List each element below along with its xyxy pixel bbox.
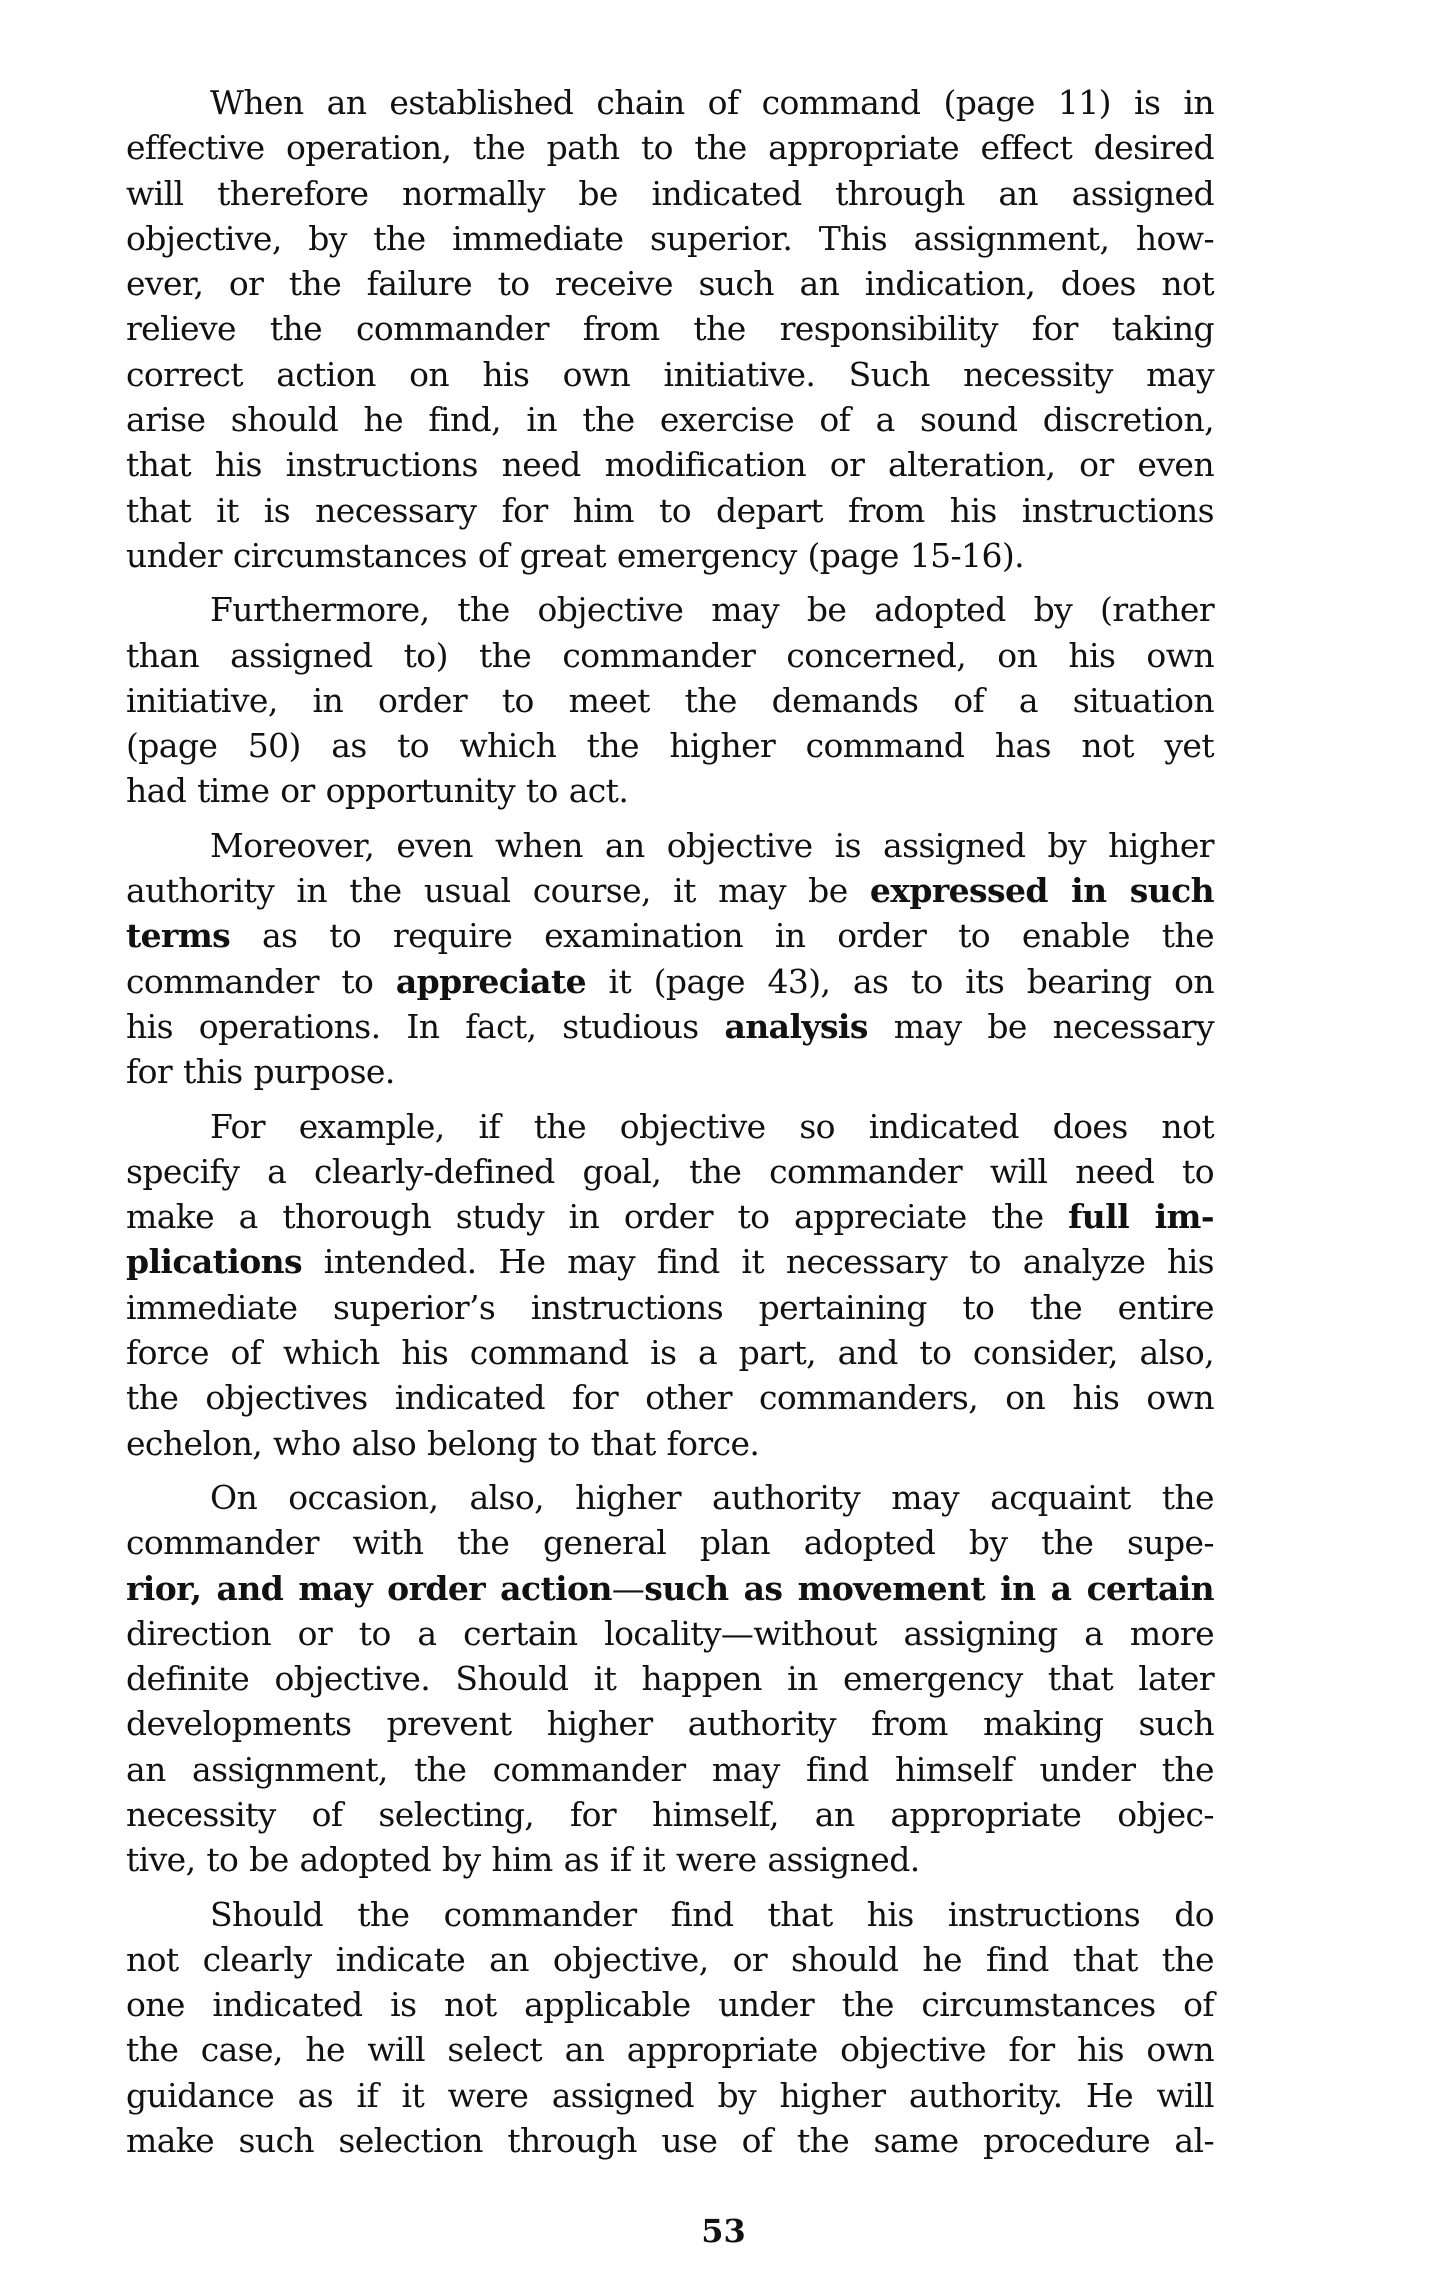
paragraph — [126, 1104, 1214, 1466]
text-line — [126, 1194, 1214, 1239]
text-line — [126, 1747, 1214, 1792]
bold-text: appreciate — [395, 961, 587, 1001]
text-run: commander to — [126, 961, 396, 1001]
text-line — [126, 1004, 1214, 1049]
text-run: make a thorough study in order to appreciate the — [126, 1197, 1069, 1237]
text-line — [126, 1520, 1214, 1565]
paragraph — [126, 587, 1214, 813]
text-run: relieve the commander from the responsibility for taking — [126, 309, 1214, 349]
text-line — [126, 352, 1214, 397]
text-line — [126, 216, 1214, 261]
text-run: tive, to be adopted by him as if it were assigned. — [126, 1840, 920, 1880]
text-line — [126, 2118, 1214, 2163]
text-line — [126, 488, 1214, 533]
text-line — [126, 1330, 1214, 1375]
paragraph — [126, 823, 1214, 1095]
text-run: for this purpose. — [126, 1052, 395, 1092]
text-run: initiative, in order to meet the demands of a situation — [126, 680, 1214, 720]
bold-text: analysis — [724, 1006, 868, 1046]
text-line — [126, 1982, 1214, 2027]
text-run: that his instructions need modification or alteration, or even — [126, 445, 1214, 485]
text-run: one indicated is not applicable under the circumstances of — [126, 1985, 1214, 2025]
text-line — [126, 125, 1214, 170]
text-run: will therefore normally be indicated through an assigned — [126, 173, 1214, 213]
text-run: may be necessary — [867, 1006, 1215, 1046]
text-run: When an established chain of command (page 11) is in — [210, 83, 1214, 122]
text-run: effective operation, the path to the appropriate effect desired — [126, 128, 1214, 168]
text-line — [126, 1149, 1214, 1194]
text-line — [126, 1937, 1214, 1982]
text-run: definite objective. Should it happen in emergency that later — [126, 1659, 1214, 1699]
text-line — [126, 823, 1214, 868]
text-run: ever, or the failure to receive such an indication, does not — [126, 264, 1214, 304]
text-line — [126, 171, 1214, 216]
text-line — [126, 723, 1214, 768]
text-run: Moreover, even when an objective is assigned by higher — [210, 825, 1214, 865]
text-run: arise should he find, in the exercise of a sound discretion, — [126, 400, 1214, 440]
page-number: 53 — [701, 2212, 746, 2250]
document-body — [126, 80, 1214, 2163]
text-run: the case, he will select an appropriate objective for his own — [126, 2030, 1214, 2070]
text-line — [126, 80, 1214, 125]
text-run: the objectives indicated for other commanders, on his own — [126, 1378, 1214, 1418]
text-run: specify a clearly-defined goal, the commander will need to — [126, 1151, 1214, 1191]
text-line — [126, 1611, 1214, 1656]
text-line — [126, 1239, 1214, 1284]
text-line — [126, 1566, 1214, 1611]
paragraph — [126, 1475, 1214, 1883]
text-run: (page 50) as to which the higher command has not yet — [126, 726, 1214, 766]
text-run: force of which his command is a part, and to consider, also, — [126, 1333, 1214, 1373]
text-run: it (page 43), as to its bearing on — [586, 961, 1215, 1001]
text-run: direction or to a certain locality—without assigning a more — [126, 1613, 1214, 1653]
text-line — [126, 913, 1214, 958]
text-run: that it is necessary for him to depart from his instructions — [126, 490, 1214, 530]
text-line — [126, 587, 1214, 632]
text-line — [126, 1285, 1214, 1330]
text-line — [126, 1421, 1214, 1466]
text-line — [126, 1375, 1214, 1420]
text-run: as to require examination in order to enable the — [230, 916, 1214, 956]
text-line — [126, 1792, 1214, 1837]
text-line — [126, 868, 1214, 913]
bold-text: plications — [126, 1242, 302, 1282]
text-line — [126, 1475, 1214, 1520]
bold-text: terms — [126, 916, 231, 956]
text-run: commander with the general plan adopted by the supe- — [126, 1523, 1214, 1563]
text-run: echelon, who also belong to that force. — [126, 1423, 760, 1463]
paragraph — [126, 80, 1214, 578]
text-line — [126, 1049, 1214, 1094]
text-run: guidance as if it were assigned by higher authority. He will — [126, 2075, 1214, 2115]
text-line — [126, 1892, 1214, 1937]
text-line — [126, 533, 1214, 578]
text-line — [126, 306, 1214, 351]
text-run: authority in the usual course, it may be — [126, 871, 870, 911]
text-line — [126, 633, 1214, 678]
text-run: an assignment, the commander may find himself under the — [126, 1749, 1214, 1789]
text-line — [126, 1104, 1214, 1149]
text-line — [126, 959, 1214, 1004]
text-line — [126, 1701, 1214, 1746]
text-line — [126, 1656, 1214, 1701]
text-line — [126, 1837, 1214, 1882]
text-run: make such selection through use of the same procedure al- — [126, 2121, 1214, 2161]
text-line — [126, 442, 1214, 487]
bold-text: full im- — [1068, 1197, 1214, 1237]
text-run: intended. He may find it necessary to analyze his — [301, 1242, 1214, 1282]
bold-text: rior, and may order action — [126, 1568, 612, 1608]
text-line — [126, 2073, 1214, 2118]
text-run: not clearly indicate an objective, or should he find that the — [126, 1939, 1214, 1979]
text-line — [126, 261, 1214, 306]
text-run: immediate superior’s instructions pertaining to the entire — [126, 1287, 1214, 1327]
text-run: objective, by the immediate superior. This assignment, how- — [126, 218, 1214, 258]
text-run: For example, if the objective so indicated does not — [210, 1106, 1214, 1146]
text-run: had time or opportunity to act. — [126, 771, 629, 811]
text-run: necessity of selecting, for himself, an appropriate objec- — [126, 1794, 1214, 1834]
text-line — [126, 768, 1214, 813]
text-line — [126, 397, 1214, 442]
text-run: than assigned to) the commander concerned, on his own — [126, 635, 1214, 675]
text-run: his operations. In fact, studious — [126, 1006, 725, 1046]
text-run: under circumstances of great emergency (page 15-16). — [126, 535, 1025, 575]
text-run: Should the commander find that his instructions do — [210, 1894, 1214, 1934]
bold-text: such as movement in a certain — [644, 1568, 1214, 1608]
text-run: correct action on his own initiative. Such necessity may — [126, 354, 1214, 394]
text-line — [126, 2027, 1214, 2072]
text-run: On occasion, also, higher authority may acquaint the — [210, 1477, 1214, 1517]
text-run: Furthermore, the objective may be adopted by (rather — [210, 590, 1214, 630]
text-run: — — [611, 1568, 645, 1608]
text-run: developments prevent higher authority from making such — [126, 1704, 1214, 1744]
text-line — [126, 678, 1214, 723]
paragraph — [126, 1892, 1214, 2164]
bold-text: expressed in such — [869, 871, 1214, 911]
